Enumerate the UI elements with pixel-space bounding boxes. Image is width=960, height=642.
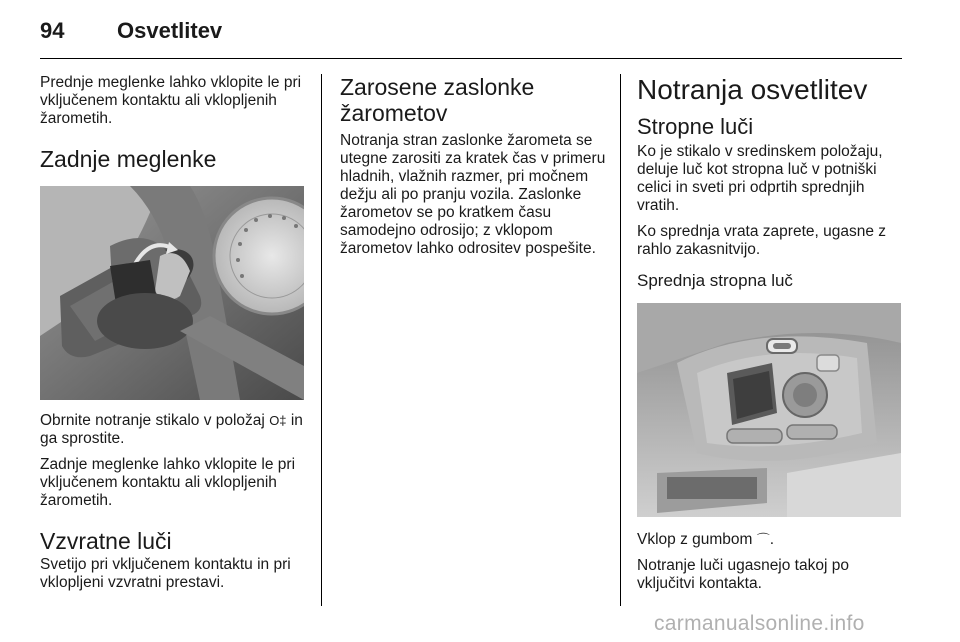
running-title: Osvetlitev — [117, 18, 223, 43]
rear-fog-instruction-end: in ga sprostite. — [40, 412, 303, 447]
rear-fog-switch-illustration — [40, 186, 304, 400]
page-number: 94 — [40, 18, 65, 43]
button-instruction-end: . — [769, 531, 775, 548]
heading-interior-lighting: Notranja osvetlitev — [637, 74, 868, 105]
heading-rear-fog: Zadnje meglenke — [40, 146, 217, 172]
header-rule — [40, 58, 902, 59]
rear-fog-instruction — [40, 412, 306, 448]
rear-fog-instruction-start: Obrnite notranje stikalo v položaj — [40, 412, 265, 429]
interior-light-icon: ⌒ — [756, 532, 770, 547]
misted-lenses-text: Notranja stran zaslonke žarometa se utegne zarositi za kratek čas v primeru hladnih, vlažnih razmer, pri močnem dežju ali po pranju vozila. Zaslonke žarometov se po kratkem času samodejno odrosijo; z vklopom žarometov lahko odrositev pospešite. — [340, 132, 606, 257]
heading-front-courtesy-light: Sprednja stropna luč — [637, 271, 793, 290]
column-3 — [637, 74, 903, 601]
watermark: carmanualsonline.info — [654, 612, 865, 635]
front-courtesy-light-illustration — [637, 303, 901, 517]
column-divider — [620, 74, 621, 606]
courtesy-lights-text-1: Ko je stikalo v sredinskem položaju, deluje luč kot stropna luč v potniški celici in sveti pri odprtih sprednjih vratih. — [637, 143, 883, 214]
column-1 — [40, 74, 306, 600]
courtesy-lights-text-2: Ko sprednja vrata zaprete, ugasne z rahlo zakasnitvijo. — [637, 223, 887, 258]
button-instruction-start: Vklop z gumbom — [637, 531, 753, 548]
heading-courtesy-lights: Stropne luči — [637, 114, 754, 139]
rear-fog-note: Zadnje meglenke lahko vklopite le pri vključenem kontaktu ali vklopljenih žarometih. — [40, 456, 296, 509]
column-2 — [340, 74, 606, 266]
heading-misted-lenses: Zarosene zaslonke žarometov — [340, 74, 535, 126]
column-divider — [321, 74, 322, 606]
reverse-lights-text: Svetijo pri vključenem kontaktu in pri vklopljeni vzvratni prestavi. — [40, 556, 291, 591]
rear-fog-lamp-icon: O‡ — [269, 413, 287, 428]
button-instruction — [637, 531, 903, 549]
fog-intro-text: Prednje meglenke lahko vklopite le pri vključenem kontaktu ali vklopljenih žarometih. — [40, 74, 302, 127]
lights-off-text: Notranje luči ugasnejo takoj po vključitvi kontakta. — [637, 557, 849, 592]
heading-reverse-lights: Vzvratne luči — [40, 528, 172, 554]
